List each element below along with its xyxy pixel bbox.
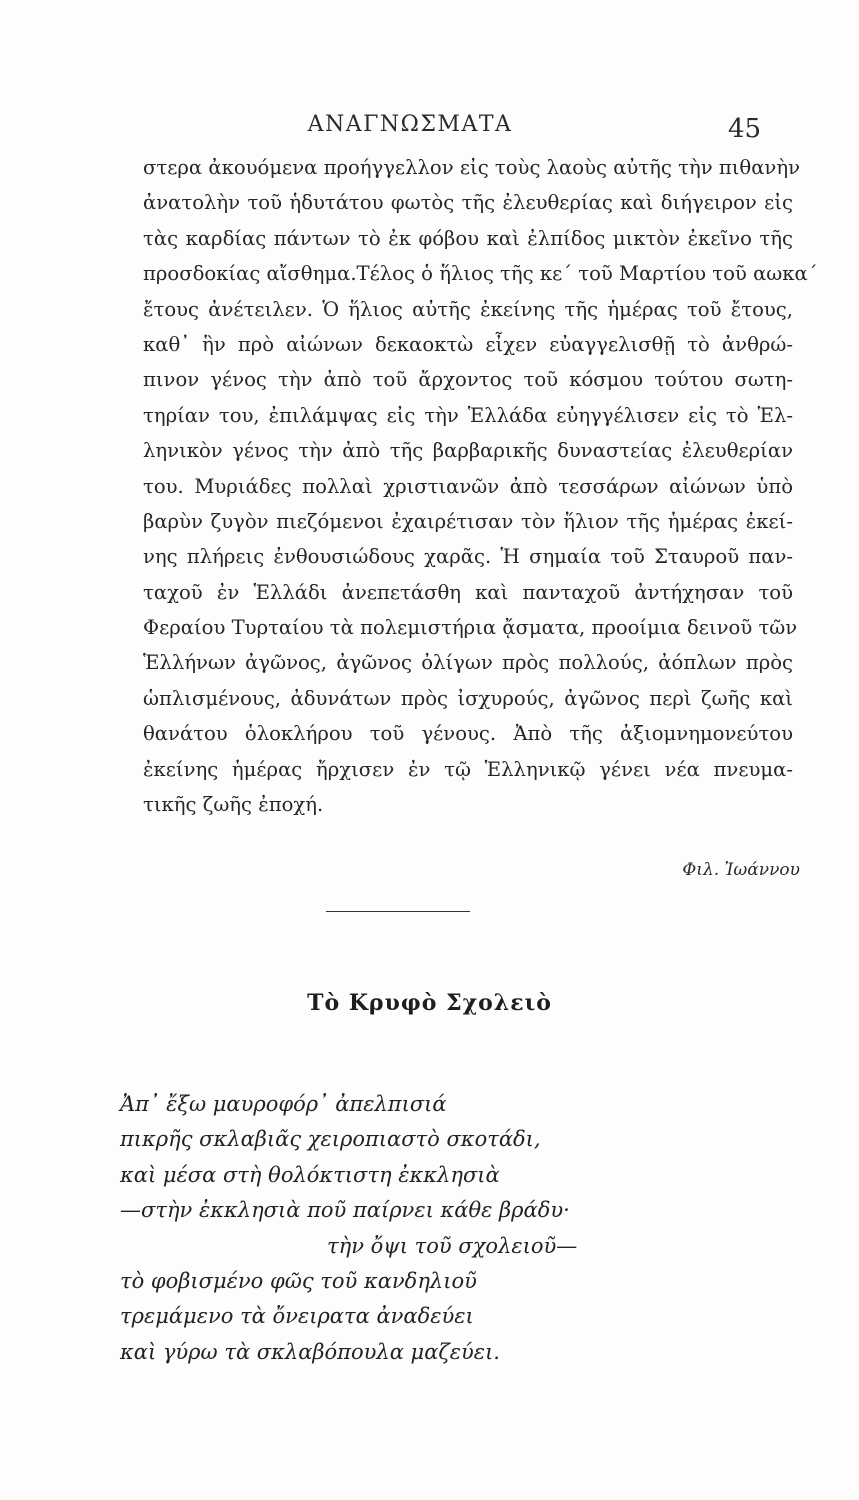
poem-line: —στὴν ἐκκλησιὰ ποῦ παίρνει κάθε βράδυ· bbox=[120, 1198, 570, 1223]
poem-line: Ἀπ᾽ ἔξω μαυροφόρ᾽ ἀπελπισιά bbox=[120, 1092, 447, 1116]
prose-line: βαρὺν ζυγὸν πιεζόμενοι ἐχαιρέτισαν τὸν ἥλιον τῆς ἡμέρας ἐκεί- bbox=[143, 509, 793, 533]
prose-line: νης πλήρεις ἐνθουσιώδους χαρᾶς. Ἡ σημαία τοῦ Σταυροῦ παν- bbox=[143, 545, 793, 569]
prose-line: ἔτους ἀνέτειλεν. Ὁ ἥλιος αὐτῆς ἐκείνης τῆς ἡμέρας τοῦ ἔτους, bbox=[143, 297, 793, 321]
poem-body bbox=[120, 1087, 720, 1370]
prose-line: τηρίαν του, ἐπιλάμψας εἰς τὴν Ἑλλάδα εὐηγγέλισεν εἰς τὸ Ἑλ- bbox=[143, 403, 793, 427]
poem-line: τρεμάμενο τὰ ὄνειρατα ἀναδεύει bbox=[120, 1304, 474, 1329]
poem-line: καὶ γύρω τὰ σκλαβόπουλα μαζεύει. bbox=[120, 1339, 500, 1364]
prose-line: Ἑλλήνων ἀγῶνος, ἀγῶνος ὀλίγων πρὸς πολλούς, ἀόπλων πρὸς bbox=[143, 651, 793, 675]
prose-line: ληνικὸν γένος τὴν ἀπὸ τῆς βαρβαρικῆς δυναστείας ἐλευθερίαν bbox=[143, 439, 793, 463]
author-signature: Φιλ. Ἰωάννου bbox=[682, 860, 800, 880]
section-divider bbox=[326, 911, 470, 912]
prose-line: Φεραίου Τυρταίου τὰ πολεμιστήρια ᾄσματα, προοίμια δεινοῦ τῶν bbox=[143, 616, 798, 640]
prose-line: του. Μυριάδες πολλαὶ χριστιανῶν ἀπὸ τεσσάρων αἰώνων ὑπὸ bbox=[143, 474, 793, 498]
page-number: 45 bbox=[728, 114, 762, 144]
prose-line: θανάτου ὁλοκλήρου τοῦ γένους. Ἀπὸ τῆς ἀξιομνημονεύτου bbox=[143, 722, 793, 746]
prose-line: ἐκείνης ἡμέρας ἤρχισεν ἐν τῷ Ἑλληνικῷ γένει νέα πνευμα- bbox=[143, 757, 793, 781]
prose-line: τὰς καρδίας πάντων τὸ ἐκ φόβου καὶ ἐλπίδος μικτὸν ἐκεῖνο τῆς bbox=[143, 226, 793, 250]
prose-line: προσδοκίας αἴσθημα.Τέλος ὁ ἥλιος τῆς κε΄ τοῦ Μαρτίου τοῦ αωκα΄ bbox=[143, 262, 818, 286]
poem-line: πικρῆς σκλαβιᾶς χειροπιαστὸ σκοτάδι, bbox=[120, 1127, 541, 1152]
poem-title: Τὸ Κρυφὸ Σχολειὸ bbox=[307, 990, 552, 1016]
poem-line: καὶ μέσα στὴ θολόκτιστη ἐκκλησιὰ bbox=[120, 1162, 500, 1187]
prose-line: ταχοῦ ἐν Ἑλλάδι ἀνεπετάσθη καὶ πανταχοῦ ἀντήχησαν τοῦ bbox=[143, 580, 793, 604]
prose-line: ὡπλισμένους, ἀδυνάτων πρὸς ἰσχυρούς, ἀγῶνος περὶ ζωῆς καὶ bbox=[143, 686, 793, 710]
prose-line: ἀνατολὴν τοῦ ἡδυτάτου φωτὸς τῆς ἐλευθερίας καὶ διήγειρον εἰς bbox=[143, 191, 793, 215]
prose-line: στερα ἀκουόμενα προήγγελλον εἰς τοὺς λαοὺς αὐτῆς τὴν πιθανὴν bbox=[143, 156, 800, 179]
poem-line-indented: τὴν ὄψι τοῦ σχολειοῦ— bbox=[327, 1233, 578, 1258]
poem-line: τὸ φοβισμένο φῶς τοῦ κανδηλιοῦ bbox=[120, 1268, 477, 1293]
prose-line: πινον γένος τὴν ἀπὸ τοῦ ἄρχοντος τοῦ κόσμου τούτου σωτη- bbox=[143, 368, 793, 392]
prose-passage bbox=[143, 150, 818, 822]
running-title: ΑΝΑΓΝΩΣΜΑΤΑ bbox=[307, 112, 513, 137]
prose-line: καθ᾽ ἣν πρὸ αἰώνων δεκαοκτὼ εἶχεν εὐαγγελισθῇ τὸ ἀνθρώ- bbox=[143, 332, 793, 356]
prose-line-last: τικῆς ζωῆς ἐποχή. bbox=[143, 793, 324, 817]
